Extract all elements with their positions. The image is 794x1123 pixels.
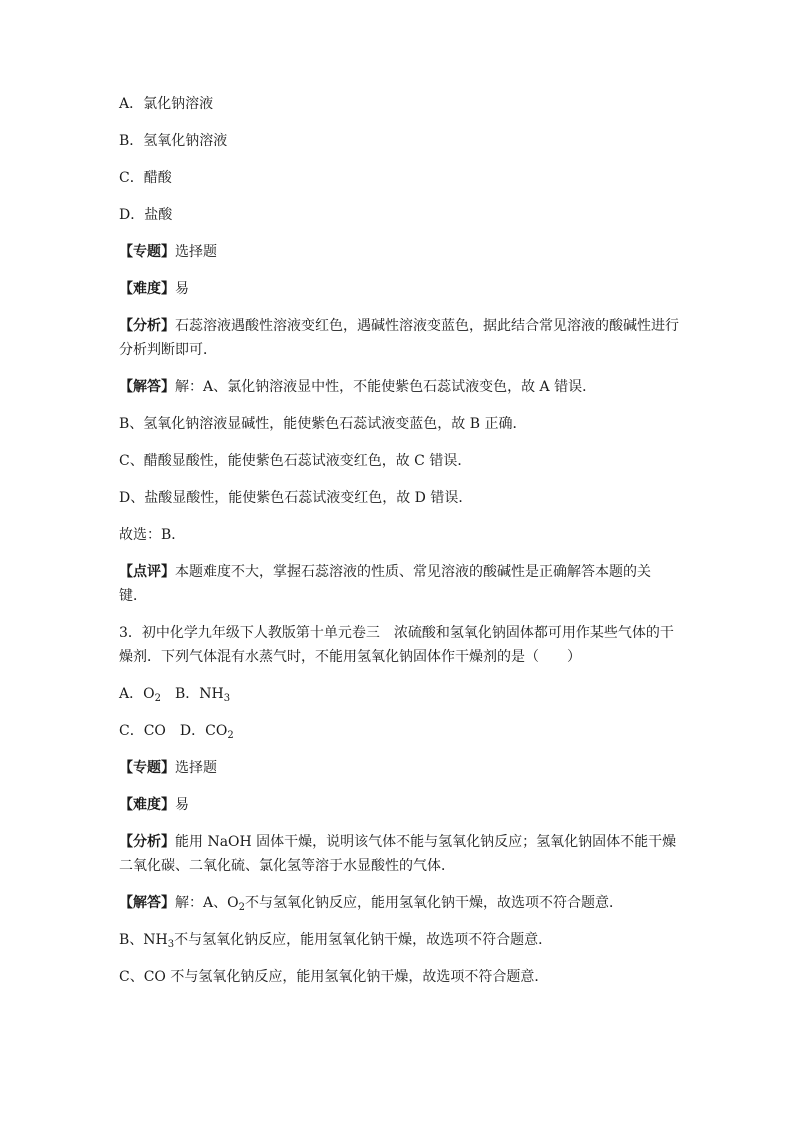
difficulty-line xyxy=(119,277,679,301)
answer-b-post: 不与氢氧化钠反应，能用氢氧化钠干燥，故选项不符合题意． xyxy=(174,932,553,948)
answer-d: D、盐酸显酸性，能使紫色石蕊试液变红色，故 D 错误． xyxy=(119,490,473,506)
answer-b-2 xyxy=(119,928,679,952)
difficulty-tag: 【难度】 xyxy=(119,281,175,297)
question-3-options-cd xyxy=(119,719,679,743)
question-3-options-ab xyxy=(119,682,679,706)
analysis-line-3 xyxy=(119,830,679,854)
question-3-line-2: 燥剂．下列气体混有水蒸气时，不能用氢氧化钠固体作干燥剂的是（ ） xyxy=(119,649,581,665)
option-b: B．氢氧化钠溶液 xyxy=(119,133,228,149)
option-a-text: A．O xyxy=(119,686,155,702)
choice-line: 故选：B． xyxy=(119,527,186,543)
option-b-text: B．NH xyxy=(160,686,224,702)
comment-line-2: 键． xyxy=(119,588,147,604)
analysis-text-2: 能用 NaOH 固体干燥，说明该气体不能与氢氧化钠反应；氢氧化钠固体不能干燥 xyxy=(175,834,677,850)
difficulty-tag-2: 【难度】 xyxy=(119,797,175,813)
answer-subscript: 2 xyxy=(238,902,245,913)
topic-line xyxy=(119,240,679,264)
answer-line-2 xyxy=(119,891,679,915)
answer-post: 不与氢氧化钠反应，能用氢氧化钠干燥，故选项不符合题意． xyxy=(244,895,623,911)
option-d-subscript: 2 xyxy=(227,730,234,741)
answer-c: C、醋酸显酸性，能使紫色石蕊试液变红色，故 C 错误． xyxy=(119,453,472,469)
option-b-subscript: 3 xyxy=(223,693,231,704)
analysis-line-2: 分析判断即可． xyxy=(119,342,217,358)
difficulty-line-2 xyxy=(119,793,679,817)
analysis-tag: 【分析】 xyxy=(119,318,175,334)
difficulty-value: 易 xyxy=(175,281,189,297)
answer-b: B、氢氧化钠溶液显碱性，能使紫色石蕊试液变蓝色，故 B 正确． xyxy=(119,416,527,432)
answer-b-subscript: 3 xyxy=(167,939,175,950)
analysis-line-4: 二氧化碳、二氧化硫、氯化氢等溶于水显酸性的气体． xyxy=(119,858,455,874)
topic-value: 选择题 xyxy=(175,244,217,260)
analysis-tag-2: 【分析】 xyxy=(119,834,175,850)
comment-tag: 【点评】 xyxy=(119,564,175,580)
option-a-subscript: 2 xyxy=(154,693,161,704)
answer-tag: 【解答】 xyxy=(119,379,175,395)
answer-pre: 解：A、O xyxy=(175,895,239,911)
difficulty-value-2: 易 xyxy=(175,797,189,813)
topic-value-2: 选择题 xyxy=(175,760,217,776)
analysis-text: 石蕊溶液遇酸性溶液变红色，遇碱性溶液变蓝色，据此结合常见溶液的酸碱性进行 xyxy=(175,318,679,334)
comment-text: 本题难度不大，掌握石蕊溶液的性质、常见溶液的酸碱性是正确解答本题的关 xyxy=(175,564,651,580)
answer-c-2: C、CO 不与氢氧化钠反应，能用氢氧化钠干燥，故选项不符合题意． xyxy=(119,969,549,985)
analysis-line xyxy=(119,314,679,338)
answer-text: 解：A、氯化钠溶液显中性，不能使紫色石蕊试液变色，故 A 错误． xyxy=(175,379,597,395)
answer-line xyxy=(119,375,679,399)
topic-tag-2: 【专题】 xyxy=(119,760,175,776)
option-c: C．醋酸 xyxy=(119,170,172,186)
answer-b-pre: B、NH xyxy=(119,932,168,948)
answer-tag-2: 【解答】 xyxy=(119,895,175,911)
document-page xyxy=(119,92,679,989)
option-d: D．盐酸 xyxy=(119,207,173,223)
topic-tag: 【专题】 xyxy=(119,244,175,260)
option-a: A．氯化钠溶液 xyxy=(119,96,214,112)
option-cd-text: C．CO D．CO xyxy=(119,723,228,739)
topic-line-2 xyxy=(119,756,679,780)
question-3-line-1: 3．初中化学九年级下人教版第十单元卷三 浓硫酸和氢氧化钠固体都可用作某些气体的干 xyxy=(119,625,674,641)
comment-line xyxy=(119,560,679,584)
